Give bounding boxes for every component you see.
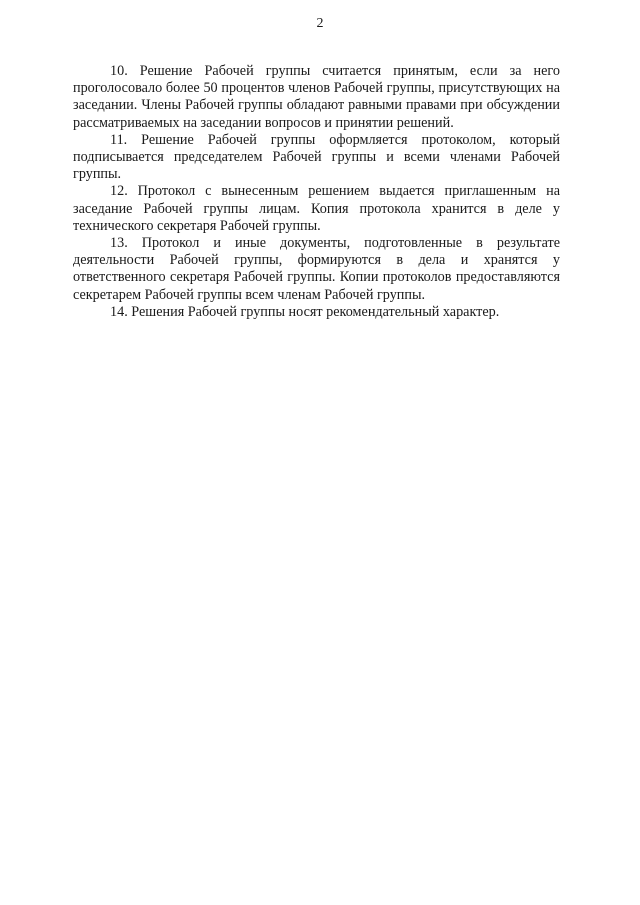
paragraph-10: 10. Решение Рабочей группы считается принятым, если за него проголосовало более 50 процентов членов Рабочей группы, присутствующих на заседании. Члены Рабочей группы обладают равными правами при обсуждении рассматриваемых на заседании вопросов и принятии решений. bbox=[73, 63, 560, 131]
paragraph-12: 12. Протокол с вынесенным решением выдается приглашенным на заседание Рабочей группы лицам. Копия протокола хранится в деле у технического секретаря Рабочей группы. bbox=[73, 183, 560, 234]
page-number: 2 bbox=[316, 16, 324, 31]
paragraph-14: 14. Решения Рабочей группы носят рекомендательный характер. bbox=[110, 303, 500, 320]
paragraph-13: 13. Протокол и иные документы, подготовленные в результате деятельности Рабочей группы, формируются в дела и хранятся у ответственного секретаря Рабочей группы. Копии протоколов предоставляются секретарем Рабочей группы всем членам Рабочей группы. bbox=[73, 235, 560, 303]
document-body bbox=[73, 63, 560, 321]
paragraph-11: 11. Решение Рабочей группы оформляется протоколом, который подписывается председателем Рабочей группы и всеми членами Рабочей группы. bbox=[73, 131, 560, 183]
